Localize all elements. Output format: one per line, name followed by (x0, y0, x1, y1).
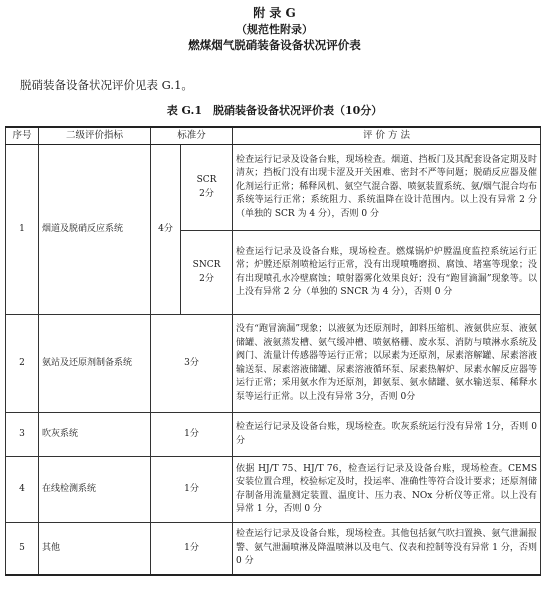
row-score: 1分 (151, 413, 233, 457)
table-row (6, 457, 541, 523)
evaluation-table (5, 126, 541, 576)
table-caption: 表 G.1 脱硝装备设备状况评价表（10分） (166, 104, 383, 117)
appendix-title: 附 录 G (253, 6, 296, 20)
header-no: 序号 (6, 127, 39, 145)
header-score: 标准分 (151, 127, 233, 145)
table-row (6, 523, 541, 575)
appendix-subtitle: （规范性附录） (236, 23, 313, 36)
header-method: 评 价 方 法 (233, 127, 541, 145)
row-method: 检查运行记录及设备台账，现场检查。烟道、挡板门及其配套设备定期及时清灰；挡板门没有出现卡涩及开关困难、密封不严等问题；脱硝反应器及催化剂运行正常；稀释风机、氨空气混合器、喷氨装置系统、氨/烟气混合均布系统等运行正常；系统阻力、系统温降在设计范围内。以上没有异常 2 分（单独的 SCR 为 4 分），否则 0 分 (233, 145, 541, 231)
row-score: 4分 (151, 145, 181, 315)
table-row (6, 413, 541, 457)
row-method: 依据 HJ/T 75、HJ/T 76，检查运行记录及设备台账，现场检查。CEMS 安装位置合理，校验标定及时，投运率、准确性等符合设计要求；还原剂储存制备用流量测定装置、温度计、压力表、NOx 分析仪等正常。以上没有异常 1 分，否则 0 分 (233, 457, 541, 523)
sub-type-cell (181, 145, 233, 231)
table-row (6, 145, 541, 231)
row-score: 3分 (151, 315, 233, 413)
row-indicator: 在线检测系统 (39, 457, 151, 523)
row-indicator: 其他 (39, 523, 151, 575)
row-no: 2 (6, 315, 39, 413)
row-method: 检查运行记录及设备台账，现场检查。其他包括氨气吹扫置换、氨气泄漏报警、氨气泄漏喷淋及降温喷淋以及电气、仪表和控制等没有异常 1 分，否则 0 分 (233, 523, 541, 575)
row-method: 检查运行记录及设备台账，现场检查。吹灰系统运行没有异常 1分，否则 0分 (233, 413, 541, 457)
row-method: 没有“跑冒滴漏”现象；以液氨为还原剂时，卸料压缩机、液氨供应泵、液氨储罐、液氨蒸发槽、氨气缓冲槽、喷氨格栅、废水泵、消防与喷淋水系统及阀门、流量计传感器等运行正常；以尿素为还原剂，尿素溶解罐、尿素溶液输送泵、尿素溶液储罐、尿素溶液循环泵、尿素热解炉、尿素水解反应器等运行正常；采用氨水作为还原剂，卸氨泵、氨水储罐、氨水输送泵、稀释水泵等运行正常。以上没有异常 3分，否则 0分 (233, 315, 541, 413)
row-no: 5 (6, 523, 39, 575)
row-method: 检查运行记录及设备台账，现场检查。燃煤锅炉炉膛温度监控系统运行正常；炉膛还原剂喷枪运行正常，没有出现喷嘴磨损、腐蚀、堵塞等现象；没有出现喷孔水冷壁腐蚀；喷射器雾化效果良好；没有“跑冒滴漏”现象等。以上没有异常 2 分（单独的 SNCR 为 4 分），否则 0 分 (233, 231, 541, 315)
table-row (6, 315, 541, 413)
intro-paragraph: 脱硝装备设备状况评价见表 G.1。 (20, 78, 193, 92)
sub-score: 2分 (199, 188, 214, 199)
row-indicator: 吹灰系统 (39, 413, 151, 457)
row-indicator: 氨站及还原剂制备系统 (39, 315, 151, 413)
row-no: 3 (6, 413, 39, 457)
header-indicator: 二级评价指标 (39, 127, 151, 145)
row-no: 4 (6, 457, 39, 523)
document-title: 燃煤烟气脱硝装备设备状况评价表 (188, 38, 361, 52)
row-no: 1 (6, 145, 39, 315)
sub-score: 2分 (199, 273, 214, 284)
sub-type-cell (181, 231, 233, 315)
table-header-row (6, 127, 541, 145)
sub-type: SNCR (192, 260, 221, 270)
row-score: 1分 (151, 523, 233, 575)
row-indicator: 烟道及脱硝反应系统 (39, 145, 151, 315)
sub-type: SCR (196, 175, 217, 185)
row-score: 1分 (151, 457, 233, 523)
